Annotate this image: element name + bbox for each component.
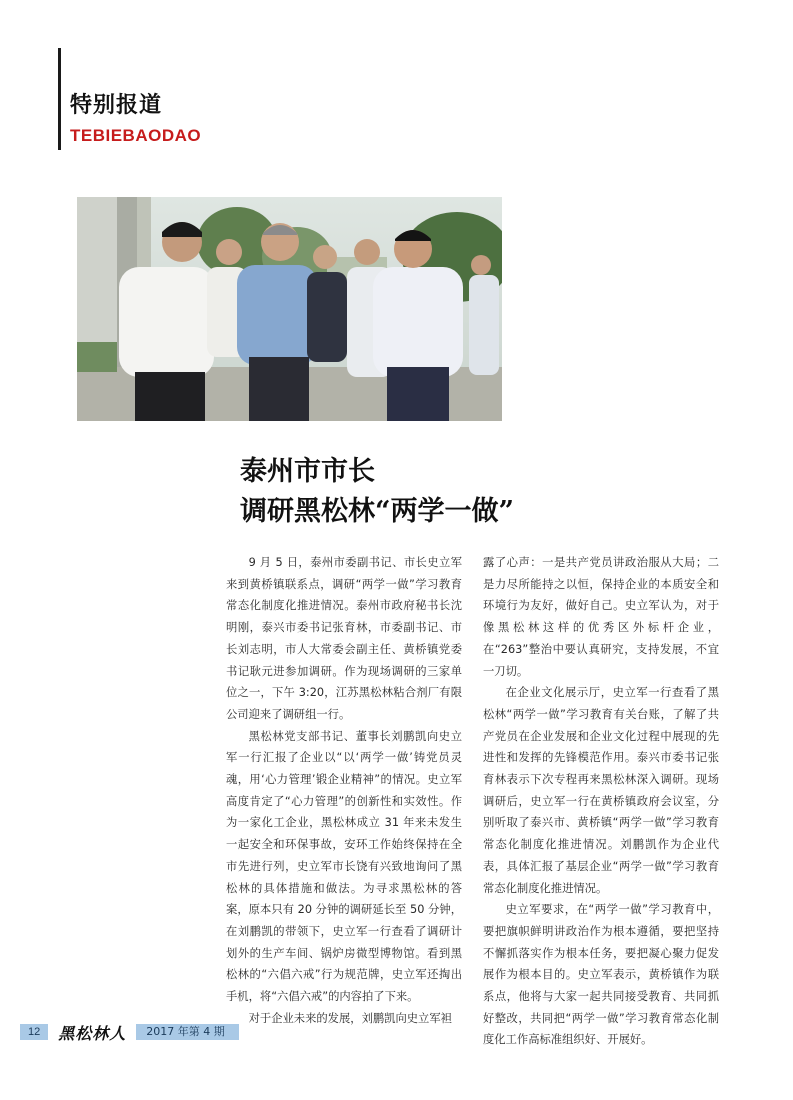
paragraph: 9 月 5 日，泰州市委副书记、市长史立军来到黄桥镇联系点，调研“两学一做”学习教育常态化制度化推进情况。泰州市政府秘书长沈明刚，泰兴市委书记张育林，市委副书记、市长刘志明，市人大常委会副主任、黄桥镇党委书记耿元进参加调研。作为现场调研的三家单位之一，下午 3:20，江苏黑松林粘合剂厂有限公司迎来了调研组一行。 (226, 556, 462, 721)
paragraph-continued: 露了心声：一是共产党员讲政治服从大局；二是力尽所能持之以恒，保持企业的本质安全和环境行为友好，做好自己。史立军认为，对于像黑松林这样的优秀区外标杆企业，在“263”整治中要认真研究，支持发展，不宜一刀切。 (483, 556, 719, 678)
issue-label: 2017 年第 4 期 (136, 1024, 238, 1040)
article-headline (240, 452, 660, 532)
section-title-pinyin: TEBIEBAODAO (70, 126, 202, 145)
paragraph: 在企业文化展示厅，史立军一行查看了黑松林“两学一做”学习教育有关台账，了解了共产党员在企业发展和企业文化过程中展现的先进性和发挥的先锋模范作用。泰兴市委书记张育林表示下次专程再来黑松林深入调研。现场调研后，史立军一行在黄桥镇政府会议室，分别听取了泰兴市、黄桥镇“两学一做”学习教育常态化制度化推进情况。刘鹏凯作为企业代表，具体汇报了基层企业“两学一做”学习教育常态化制度化推进情况。 (483, 686, 719, 895)
page-footer (20, 1023, 239, 1043)
headline-line-2: 调研黑松林“两学一做” (240, 496, 515, 527)
headline-line-1: 泰州市市长 (240, 456, 375, 487)
paragraph: 对于企业未来的发展，刘鹏凯向史立军袒 (248, 1011, 452, 1025)
magazine-logo: 黑松林人 (58, 1023, 127, 1043)
article-column-left (226, 552, 462, 1029)
article-column-right (483, 552, 719, 1051)
paragraph: 史立军要求，在“两学一做”学习教育中，要把旗帜鲜明讲政治作为根本遵循，要把坚持不懈抓落实作为根本任务，要把凝心聚力促发展作为根本目的。史立军表示，黄桥镇作为联系点，他将与大家一起共同接受教育、共同抓好整改，共同把“两学一做”学习教育常态化制度化工作高标准组织好、开展好。 (483, 903, 719, 1047)
section-divider-bar (58, 48, 61, 150)
article-photo (77, 197, 502, 421)
paragraph: 黑松林党支部书记、董事长刘鹏凯向史立军一行汇报了企业以“以‘两学一做’铸党员灵魂，用‘心力管理’锻企业精神”的情况。史立军高度肯定了“心力管理”的创新性和实效性。作为一家化工企业，黑松林成立 31 年来未发生一起安全和环保事故，安环工作始终保持在全市先进行列，史立军市长饶有兴致地询问了黑松林的具体措施和做法。为寻求黑松林的答案，原本只有 20 分钟的调研延长至 50 分钟，在刘鹏凯的带领下，史立军一行查看了调研计划外的生产车间、锅炉房微型博物馆。看到黑松林的“六倡六戒”行为规范牌，史立军还掏出手机，将“六倡六戒”的内容拍了下来。 (226, 729, 462, 1004)
page-number: 12 (20, 1024, 48, 1040)
section-title: 特别报道 (70, 93, 163, 118)
